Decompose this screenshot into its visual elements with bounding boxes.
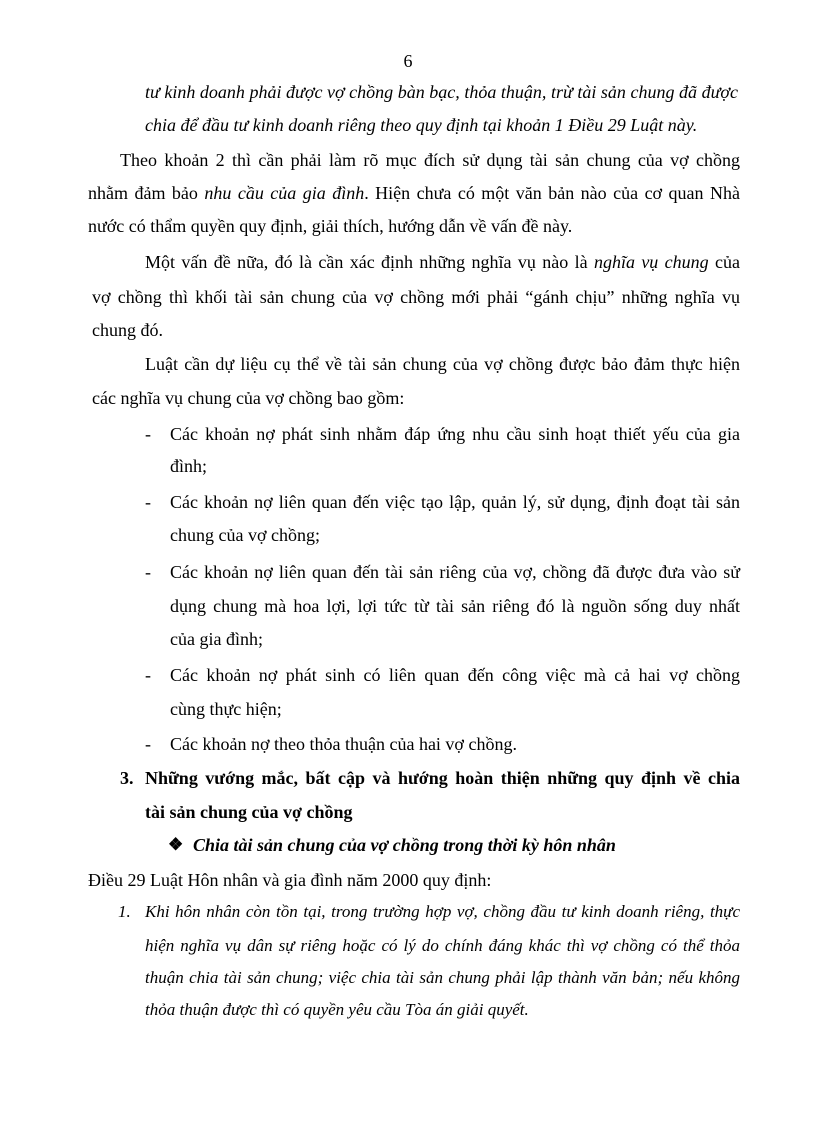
article-item-number: 1.	[118, 902, 131, 921]
article-item-line-1: Khi hôn nhân còn tồn tại, trong trường hợp vợ, chồng đầu tư kinh doanh riêng, thực	[145, 902, 740, 921]
section-heading-number: 3.	[120, 768, 134, 788]
para2-line1-post: của	[708, 252, 740, 272]
para2-line-3: chung đó.	[92, 320, 163, 340]
subheading-title: Chia tài sản chung của vợ chồng trong thời kỳ hôn nhân	[193, 835, 616, 855]
bullet-1-line-1: Các khoản nợ phát sinh nhằm đáp ứng nhu cầu sinh hoạt thiết yếu của gia	[170, 424, 740, 444]
para1-line-1: Theo khoản 2 thì cần phải làm rõ mục đích sử dụng tài sản chung của vợ chồng	[120, 150, 740, 170]
para3-line-2: các nghĩa vụ chung của vợ chồng bao gồm:	[92, 388, 405, 408]
para2-line-2: vợ chồng thì khối tài sản chung của vợ chồng mới phải “gánh chịu” những nghĩa vụ	[92, 287, 740, 307]
article-item-line-2: hiện nghĩa vụ dân sự riêng hoặc có lý do chính đáng khác thì vợ chồng có thể thỏa	[145, 936, 740, 955]
page-number: 6	[403, 51, 413, 71]
para2-line-1	[145, 250, 740, 274]
diamond-bullet-icon: ❖	[168, 835, 184, 854]
bullet-dash: -	[145, 734, 151, 754]
bullet-4-line-2: cùng thực hiện;	[170, 699, 282, 719]
bullet-dash: -	[145, 424, 151, 444]
article-item-line-3: thuận chia tài sản chung; việc chia tài sản chung phải lập thành văn bản; nếu không	[145, 968, 740, 987]
bullet-3-line-3: của gia đình;	[170, 629, 263, 649]
para1-line2-post: . Hiện chưa có một văn bản nào của cơ quan Nhà	[364, 183, 740, 203]
bullet-3-line-1: Các khoản nợ liên quan đến tài sản riêng của vợ, chồng đã được đưa vào sử	[170, 562, 740, 582]
bullet-3-line-2: dụng chung mà hoa lợi, lợi tức từ tài sản riêng đó là nguồn sống duy nhất	[170, 596, 740, 616]
article-intro: Điều 29 Luật Hôn nhân và gia đình năm 2000 quy định:	[88, 870, 492, 890]
bullet-dash: -	[145, 665, 151, 685]
bullet-1-line-2: đình;	[170, 456, 208, 476]
section-heading-line-2: tài sản chung của vợ chồng	[145, 802, 353, 822]
quote-line-1: tư kinh doanh phải được vợ chồng bàn bạc, thỏa thuận, trừ tài sản chung đã được	[145, 82, 738, 102]
quote-line-2: chia để đầu tư kinh doanh riêng theo quy định tại khoản 1 Điều 29 Luật này.	[145, 115, 698, 135]
bullet-5-line-1: Các khoản nợ theo thỏa thuận của hai vợ chồng.	[170, 734, 517, 754]
bullet-dash: -	[145, 562, 151, 582]
para1-line-2	[88, 181, 740, 205]
article-item-line-4: thỏa thuận được thì có quyền yêu cầu Tòa án giải quyết.	[145, 1000, 529, 1019]
bullet-4-line-1: Các khoản nợ phát sinh có liên quan đến công việc mà cả hai vợ chồng	[170, 665, 740, 685]
bullet-2-line-1: Các khoản nợ liên quan đến việc tạo lập, quản lý, sử dụng, định đoạt tài sản	[170, 492, 740, 512]
para3-line-1: Luật cần dự liệu cụ thể về tài sản chung của vợ chồng được bảo đảm thực hiện	[145, 354, 740, 374]
para2-line1-italic: nghĩa vụ chung	[593, 252, 709, 272]
para2-line1-pre: Một vấn đề nữa, đó là cần xác định những nghĩa vụ nào là	[145, 252, 594, 272]
bullet-2-line-2: chung của vợ chồng;	[170, 525, 320, 545]
para1-line-3: nước có thẩm quyền quy định, giải thích, hướng dẫn về vấn đề này.	[88, 216, 573, 236]
para1-line2-pre: nhằm đảm bảo	[88, 183, 205, 203]
para1-line2-italic: nhu cầu của gia đình	[204, 183, 365, 203]
section-heading-line-1: Những vướng mắc, bất cập và hướng hoàn thiện những quy định về chia	[145, 768, 740, 788]
bullet-dash: -	[145, 492, 151, 512]
